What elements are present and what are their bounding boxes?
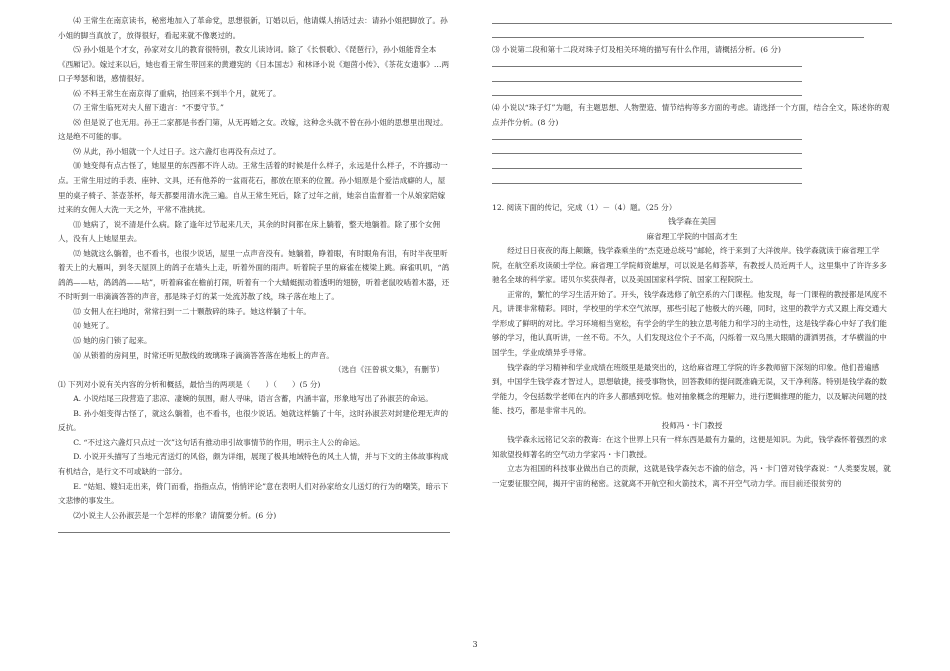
paragraph-10: ⑽ 她变得有点古怪了，她屋里的东西都不许人动。王常生活着的时候是什么样子，永远是什么样子，不许挪动一点。王常生用过的手表、座钟、文具，还有他养的一盆雨花石，都放在原来的位置。孙小姐原是个爱洁成癖的人，屋里的桌子椅子、茶壶茶杯，每天都要用清水洗三遍。自从王常生死后，除了过年之前，她亲自监督着一个从娘家陪嫁过来的女佣人大洗一天之外，平常不准挑扰。 xyxy=(58,161,448,215)
option-d: D. 小说开头描写了当地元宵送灯的风俗，颇为详细，展现了极具地域特色的风土人情，并与下文的主体故事构成有机结合，是行文不可或缺的一部分。 xyxy=(58,452,449,476)
section-heading-1: 麻省理工学院的中国高才生 xyxy=(646,231,738,241)
option-e: E. “姑姐、嫂妇走出来，倚门而看，指指点点，悄悄评论”意在表明人们对孙家给女儿送灯的行为的嘲笑，暗示下文悲惨的事发生。 xyxy=(58,481,449,506)
article-paragraph-1: 经过日日夜夜的海上颠簸，钱学森乘坐的“杰克逊总统号”邮轮，终于来到了大洋彼岸。钱学森就读于麻省理工学院，在航空系攻读硕士学位。麻省理工学院师资雄厚，可以说是名师荟萃，有教授人员近两千人，这里集中了许许多多驰名全球的科学家。诺贝尔奖获得者，以及美国国家科学院、国家工程院院士。 xyxy=(492,246,887,285)
paragraph-12: ⑿ 她就这么躺着，也不看书，也很少说话，屋里一点声音没有。她躺着，睁着眼，有时眼角有泪，有时半夜里听着天上的大雁叫，到冬天屋顶上的鸽子在墙头上走，听着外面的雨声。听着院子里的麻雀在楼梁上跳。麻雀叽叽，“鸽鸽鸽——咕，鸽鸽鸽——咕”，听着麻雀在檐前打闹，听着有一个大蜻蜓振动着透明的翅膀，听着老鼠咬啮着木器，还不时听到一串滴滴答答的声音，那是珠子灯的某一处流苏散了线，珠子落在地上了。 xyxy=(58,248,450,302)
option-c: C. “不过这六盏灯只点过一次”这句话有推动串引故事情节的作用，明示主人公的命运。 xyxy=(73,437,365,447)
paragraph-6: ⑹ 不料王常生在南京得了重病，抬回来不到半个月，就死了。 xyxy=(73,88,281,98)
question-12-heading: 12. 阅读下面的传记，完成（1）－（4）题。（25 分） xyxy=(492,202,677,212)
paragraph-4: ⑷ 王常生在南京读书，秘密地加入了革命党，思想很新，订婚以后，他请媒人捎话过去：请孙小姐把脚放了。孙小姐的脚当真放了，放得很好，看起来就不像裹过的。 xyxy=(58,16,448,40)
article-paragraph-2: 正常的，繁忙的学习生活开始了。开头，钱学森选修了航空系的六门课程。他发现，每一门课程的教授都是风度不凡，讲课非常精彩。同时，学校里的学术空气浓厚，那些引起了他极大的兴趣，同时，这里的教学方式又跟上海交通大学形成了鲜明的对比。学习环境相当宽松，有学会的学生的独立思考能力和学习的主动性，这是钱学森心中好了我们能够的学习，他认真听讲，一丝不苟。不久，人们发现这位个子不高，闪烁着一双乌黑大眼睛的潇洒男孩，才华横溢的中国学生，学业成绩异乎寻常。 xyxy=(492,289,887,358)
article-paragraph-3: 钱学森的学习精神和学业成绩在班级里是最突出的，这给麻省理工学院的许多教师留下深刻的印象。他们普遍感到，中国学生钱学森才智过人，思想敏捷，接受事物快，回答教师的提问既准确无误，又干净利落。特别是钱学森的数学能力，令包括数学老师在内的许多人都感到吃惊。他对抽象概念的理解力，进行逻辑推理的能力，以及解决问题的技能、技巧，都是非常丰凡的。 xyxy=(492,362,887,416)
question-3: ⑶ 小说第二段和第十二段对珠子灯及相关环境的描写有什么作用，请概括分析。(6 分) xyxy=(492,45,781,55)
section-heading-2: 投师冯・卡门教授 xyxy=(661,420,723,430)
article-paragraph-5: 立志为祖国的科技事业做出自己的贡献，这就是钱学森矢志不渝的信念，冯・卡门曾对钱学森说：“人类要发展，就一定要征服空间，揭开宇宙的秘密。这就离不开航空和火箭技术，离不开空气动力学。而目前还很贫穷的 xyxy=(492,464,891,488)
answer-line[interactable] xyxy=(492,145,892,160)
paragraph-15: ⒂ 她的房门锁了起来。 xyxy=(73,336,152,346)
option-a: A. 小说结尾三段营造了悲凉、凄婉的氛围，耐人寻味，语言含蓄，内涵丰富，形象地写出了孙淑芸的命运。 xyxy=(73,394,433,404)
question-4: ⑷ 小说以“珠子灯”为题，有主题思想、人物塑造、情节结构等多方面的考虑。请选择一个方面，结合全文，陈述你的观点并作分析。(8 分) xyxy=(492,103,890,127)
paragraph-14: ⒁ 她死了。 xyxy=(73,321,114,331)
paragraph-5: ⑸ 孙小姐是个才女，孙家对女儿的教育很特别，教女儿读诗词。除了《长恨歌》、《琵琶行》，孙小姐能背全本《西厢记》。嫁过来以后，她也看王常生带回来的黄遵宪的《日本国志》和林译小说《迦茵小传》、《茶花女遗事》…两口子琴瑟和谐，感情很好。 xyxy=(58,45,450,84)
answer-line[interactable] xyxy=(492,174,892,189)
right-column xyxy=(492,14,892,492)
question-2: ⑵小说主人公孙淑芸是一个怎样的形象？请简要分析。(6 分) xyxy=(73,510,277,520)
paragraph-8: ⑻ 但是说了也无用。孙王二家都是书香门第，从无再婚之女。改嫁，这种念头就不曾在孙小姐的思想里出现过。这是绝不可能的事。 xyxy=(58,117,448,142)
question-1: ⑴ 下列对小说有关内容的分析和概括，最恰当的两项是（ ）（ ）(5 分) xyxy=(58,379,321,389)
answer-line[interactable] xyxy=(492,29,892,44)
answer-line[interactable] xyxy=(492,58,892,73)
paragraph-7: ⑺ 王常生临死对夫人留下遗言：“不要守节。” xyxy=(73,103,224,113)
option-b: B. 孙小姐变得古怪了，就这么躺着，也不看书，也很少说话。她就这样躺了十年，这时孙淑芸对封建伦理无声的反抗。 xyxy=(58,408,449,433)
paragraph-9: ⑼ 从此，孙小姐就一个人过日子。这六盏灯也再没有点过了。 xyxy=(73,146,281,156)
article-title: 钱学森在美国 xyxy=(668,217,716,227)
answer-line[interactable] xyxy=(492,14,892,29)
answer-line[interactable] xyxy=(492,130,892,145)
left-column xyxy=(58,14,450,538)
answer-line[interactable] xyxy=(492,72,892,87)
answer-line[interactable] xyxy=(492,87,892,102)
article-paragraph-4: 钱学森永远铭记父亲的教诲：在这个世界上只有一样东西是最有力量的，这便是知识。为此，钱学森怀着强烈的求知欲望投师著名的空气动力学家冯・卡门教授。 xyxy=(492,435,887,459)
answer-line[interactable] xyxy=(58,523,450,538)
answer-line[interactable] xyxy=(492,159,892,174)
paragraph-11: ⑾ 她病了，说不清是什么病。除了逢年过节起来几天，其余的时间都在床上躺着，整天地躺着。除了那个女佣人，没有人上她屋里去。 xyxy=(58,219,441,244)
paragraph-13: ⒀ 女佣人在扫地时，常常扫到一二十颗散碎的珠子。她这样躺了十年。 xyxy=(73,306,312,316)
source-citation: （选自《汪曾祺文集》，有删节） xyxy=(333,365,444,375)
paragraph-16: ⒃ 从锁着的房间里，时常还听见散线的玻璃珠子滴滴答答落在地板上的声音。 xyxy=(73,350,334,360)
page-number: 3 xyxy=(472,640,478,649)
